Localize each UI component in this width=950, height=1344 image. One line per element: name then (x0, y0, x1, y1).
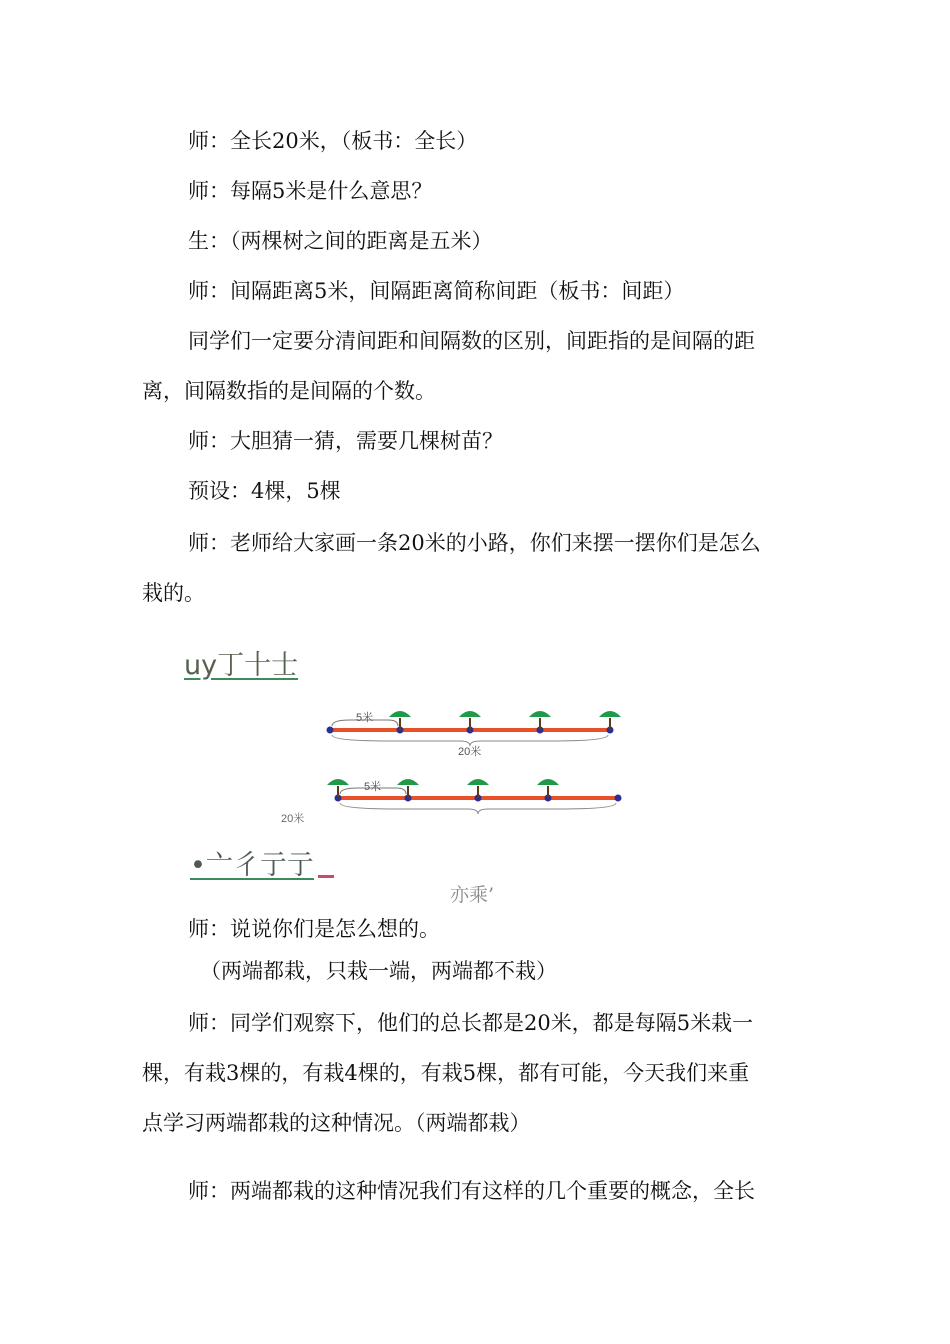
tree-icon (599, 711, 621, 730)
paragraph: 师：大胆猜一猜，需要几棵树苗？ (188, 429, 503, 453)
paragraph: 师：同学们观察下，他们的总长都是20米，都是每隔5米栽一 (188, 1011, 754, 1035)
paragraph: 师：老师给大家画一条20米的小路，你们来摆一摆你们是怎么 (188, 531, 761, 555)
paragraph: 预设：4棵，5棵 (188, 479, 341, 503)
diagram-row-1 (327, 710, 622, 758)
paragraph: 师：说说你们是怎么想的。 (188, 917, 440, 941)
diagram-row-2 (327, 779, 622, 814)
paragraph-continuation: 点学习两端都栽的这种情况。（两端都栽） (142, 1111, 531, 1135)
paragraph: 师：每隔5米是什么意思？ (188, 179, 433, 203)
road-node (327, 727, 334, 734)
interval-label: 5米 (356, 712, 374, 724)
pen-mark (318, 875, 334, 878)
tree-icon (537, 779, 559, 798)
paragraph: 师：全长20米，（板书：全长） (188, 129, 478, 153)
total-label: 20米 (281, 813, 305, 825)
tree-icon (327, 779, 349, 798)
paragraph: 师：间隔距离5米，间隔距离简称间距（板书：间距） (188, 279, 685, 303)
tree-icon (529, 711, 551, 730)
paragraph: 生：（两棵树之间的距离是五米） (188, 229, 493, 253)
paragraph: 同学们一定要分清间距和间隔数的区别，间距指的是间隔的距 (188, 329, 755, 353)
tree-icon (459, 711, 481, 730)
tree-icon (467, 779, 489, 798)
paragraph-continuation: 栽的。 (142, 581, 205, 605)
paragraph-continuation: 离，间隔数指的是间隔的个数。 (142, 379, 436, 403)
handwritten-note: •亠彳亍亍 (190, 850, 314, 881)
paragraph: 师：两端都栽的这种情况我们有这样的几个重要的概念，全长 (188, 1179, 755, 1203)
paragraph-continuation: 棵，有栽3棵的，有栽4棵的，有栽5棵，都有可能，今天我们来重 (142, 1061, 750, 1085)
road-node (615, 795, 622, 802)
interval-label: 5米 (364, 781, 382, 793)
handwritten-note: 亦乘’ (450, 884, 495, 906)
total-label: 20米 (458, 746, 482, 758)
total-brace (332, 735, 608, 746)
tree-planting-diagram (270, 700, 640, 830)
handwritten-note: uy丁十士 (184, 650, 299, 681)
total-brace (340, 803, 616, 814)
paragraph: （两端都栽，只栽一端，两端都不栽） (200, 959, 557, 983)
